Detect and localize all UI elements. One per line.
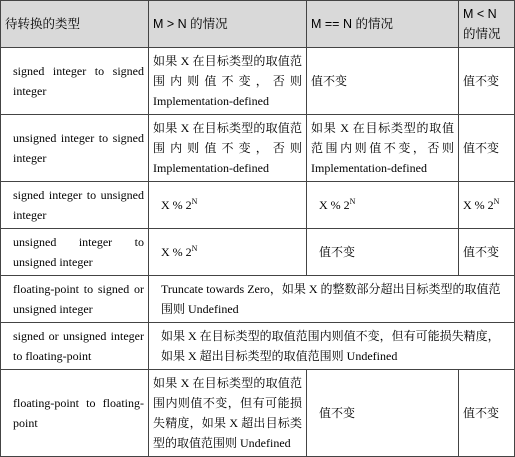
cell-m-eq-n: 值不变 [307,370,459,457]
cell-m-gt-n [149,229,307,276]
header-m-lt-n: M < N 的情况 [459,1,515,48]
cell-m-lt-n [459,182,515,229]
cell-m-gt-n: 如果 X 在目标类型的取值范围内则值不变，但有可能损失精度，如果 X 超出目标类型的取值范围则 Undefined [149,370,307,457]
cell-m-eq-n [307,182,459,229]
cell-type: unsigned integer to signed integer [1,115,149,182]
table-row [1,323,515,370]
cell-merged: Truncate towards Zero，如果 X 的整数部分超出目标类型的取值范围则 Undefined [149,276,515,323]
table-row [1,115,515,182]
cell-m-eq-n: 值不变 [307,48,459,115]
table-row [1,182,515,229]
cell-m-lt-n: 值不变 [459,48,515,115]
formula-exponent: N [493,197,500,206]
formula-base: X % 2 [161,198,192,212]
cell-m-lt-n: 值不变 [459,370,515,457]
cell-m-gt-n: 如果 X 在目标类型的取值范围内则值不变，否则 Implementation-defined [149,115,307,182]
cell-m-lt-n: 值不变 [459,115,515,182]
cell-type: floating-point to floating-point [1,370,149,457]
header-m-gt-n: M > N 的情况 [149,1,307,48]
cell-m-eq-n: 值不变 [307,229,459,276]
table-row [1,48,515,115]
cell-type: floating-point to signed or unsigned integer [1,276,149,323]
header-type: 待转换的类型 [1,1,149,48]
table-row [1,370,515,457]
formula-base: X % 2 [463,198,494,212]
cell-merged: 如果 X 在目标类型的取值范围内则值不变，但有可能损失精度，如果 X 超出目标类型的取值范围则 Undefined [149,323,515,370]
table-row [1,276,515,323]
cell-m-lt-n: 值不变 [459,229,515,276]
formula-exponent: N [349,197,356,206]
formula-base: X % 2 [161,245,192,259]
formula-exponent: N [191,244,198,253]
cell-m-gt-n [149,182,307,229]
formula-exponent: N [191,197,198,206]
formula-base: X % 2 [319,198,350,212]
cell-m-eq-n: 如果 X 在目标类型的取值范围内则值不变，否则 Implementation-defined [307,115,459,182]
cell-type: unsigned integer to unsigned integer [1,229,149,276]
header-m-eq-n: M == N 的情况 [307,1,459,48]
cell-type: signed or unsigned integer to floating-point [1,323,149,370]
table-row [1,229,515,276]
cell-m-gt-n: 如果 X 在目标类型的取值范围内则值不变，否则 Implementation-defined [149,48,307,115]
cell-type: signed integer to unsigned integer [1,182,149,229]
table-header-row [1,1,515,48]
cell-type: signed integer to signed integer [1,48,149,115]
